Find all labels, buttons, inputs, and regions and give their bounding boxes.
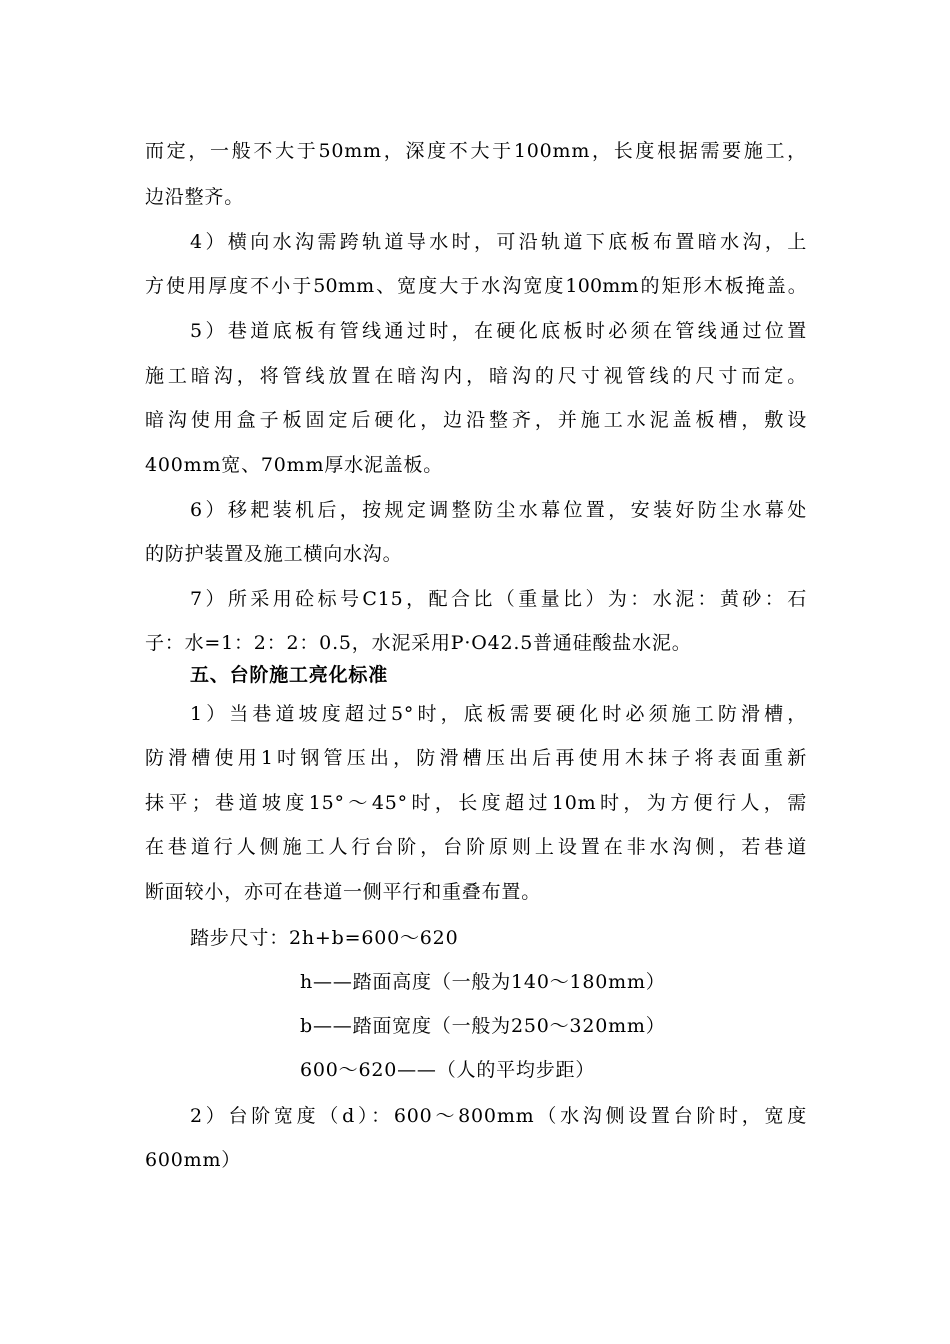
paragraph-line: 而定，一般不大于50mm，深度不大于100mm，长度根据需要施工， [145, 140, 807, 162]
item-4-line: 4）横向水沟需跨轨道导水时，可沿轨道下底板布置暗水沟，上 [190, 231, 807, 253]
item-5-line: 施工暗沟，将管线放置在暗沟内，暗沟的尺寸视管线的尺寸而定。 [145, 365, 807, 387]
paragraph-line: 边沿整齐。 [145, 186, 245, 208]
step-item-2-line: 600mm） [145, 1149, 242, 1171]
step-formula: 踏步尺寸：2h+b=600～620 [190, 927, 459, 949]
item-6-line: 6）移耙装机后，按规定调整防尘水幕位置，安装好防尘水幕处 [190, 499, 807, 521]
step-item-1-line: 1）当巷道坡度超过5°时，底板需要硬化时必须施工防滑槽， [190, 703, 807, 725]
formula-definition: 600～620——（人的平均步距） [300, 1059, 596, 1081]
item-7-line: 子：水=1：2：2：0.5，水泥采用P·O42.5普通硅酸盐水泥。 [145, 632, 692, 654]
formula-definition: b——踏面宽度（一般为250～320mm） [300, 1015, 666, 1037]
item-5-line: 400mm宽、70mm厚水泥盖板。 [145, 454, 444, 476]
step-item-2-line: 2）台阶宽度（d）：600～800mm（水沟侧设置台阶时，宽度 [190, 1105, 807, 1127]
step-item-1-line: 抹平；巷道坡度15°～45°时，长度超过10m时，为方便行人，需 [145, 792, 807, 814]
formula-definition: h——踏面高度（一般为140～180mm） [300, 971, 666, 993]
item-5-line: 暗沟使用盒子板固定后硬化，边沿整齐，并施工水泥盖板槽，敷设 [145, 409, 807, 431]
item-6-line: 的防护装置及施工横向水沟。 [145, 543, 403, 565]
step-item-1-line: 防滑槽使用1吋钢管压出，防滑槽压出后再使用木抹子将表面重新 [145, 747, 807, 769]
section-heading: 五、台阶施工亮化标准 [190, 664, 389, 686]
item-7-line: 7）所采用砼标号C15，配合比（重量比）为：水泥：黄砂：石 [190, 588, 807, 610]
step-item-1-line: 在巷道行人侧施工人行台阶，台阶原则上设置在非水沟侧，若巷道 [145, 836, 807, 858]
step-item-1-line: 断面较小，亦可在巷道一侧平行和重叠布置。 [145, 881, 542, 903]
item-4-line: 方使用厚度不小于50mm、宽度大于水沟宽度100mm的矩形木板掩盖。 [145, 275, 807, 297]
item-5-line: 5）巷道底板有管线通过时，在硬化底板时必须在管线通过位置 [190, 320, 807, 342]
